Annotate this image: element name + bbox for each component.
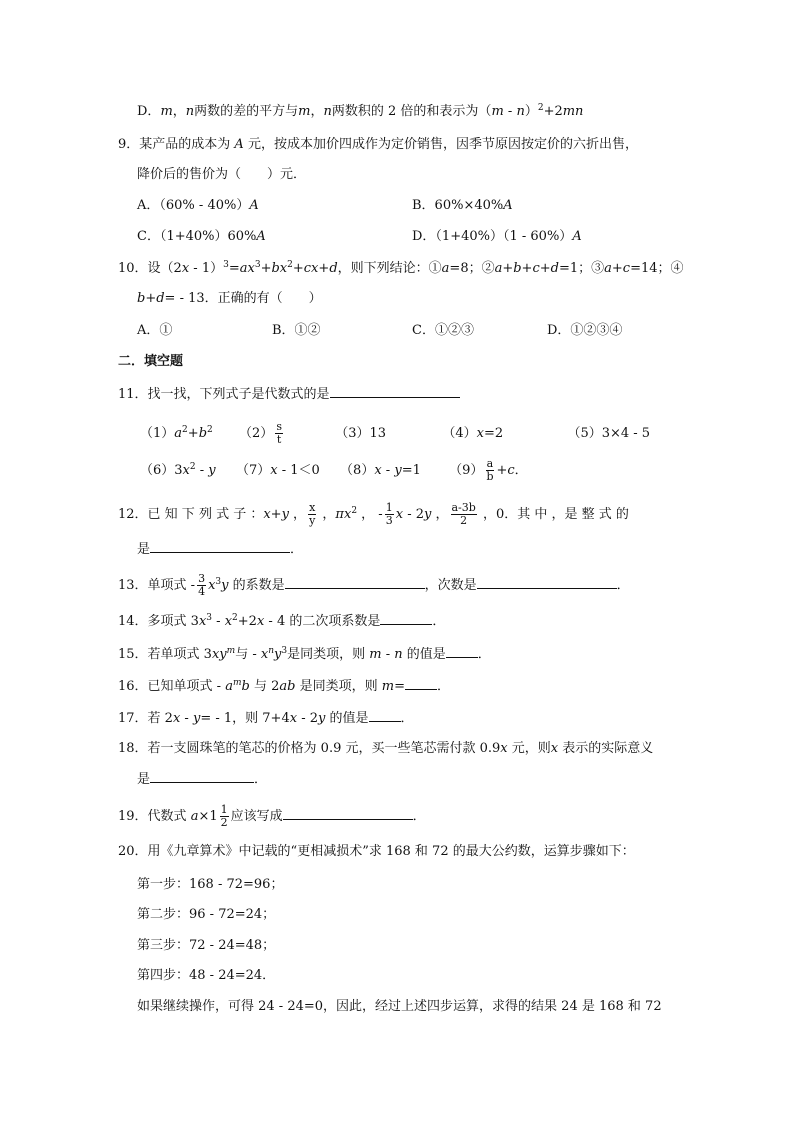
var: bx [271, 261, 288, 276]
var: x [500, 741, 508, 756]
question-number: 16． [118, 679, 148, 694]
numerator: a-3b [451, 501, 476, 514]
denominator: 2 [460, 514, 468, 527]
var: A [572, 229, 582, 244]
q10-option-a: A．① [137, 323, 173, 338]
fraction [485, 458, 494, 483]
text: ． [432, 614, 446, 629]
text: =2 [483, 426, 504, 441]
question-number: 15． [118, 647, 148, 662]
q10-option-d: D．①②③④ [547, 323, 623, 338]
q10-line1 [118, 260, 684, 278]
question-number: 17． [118, 711, 148, 726]
answer-blank[interactable] [150, 540, 290, 553]
text: ． [290, 542, 304, 557]
var: y [318, 711, 326, 726]
var: x [270, 463, 278, 478]
text: + [318, 261, 330, 276]
text: - [503, 104, 517, 119]
var: m [381, 679, 395, 694]
var: b [241, 679, 250, 694]
var: x [224, 614, 233, 629]
text: A．（60% - 40%） [137, 198, 250, 213]
question-number: 9． [118, 137, 140, 152]
text: 的值是 [402, 647, 446, 662]
var: xy [211, 647, 227, 662]
text: ，次数是 [424, 578, 477, 593]
q20-last-line: 如果继续操作，可得 24 - 24=0，因此，经过上述四步运算，求得的结果 24 是 168 和 72 [137, 999, 662, 1014]
denominator: 2 [220, 816, 228, 829]
q8-option-d [137, 103, 583, 121]
text: ． [477, 647, 491, 662]
section-title: 二．填空题 [118, 354, 184, 369]
exponent: 2 [232, 613, 238, 623]
text: +2 [543, 104, 563, 119]
var: c [507, 463, 515, 478]
text: +2 [237, 614, 257, 629]
item-label: （4） [442, 426, 477, 441]
text: ， [172, 104, 186, 119]
text: - 4 的二次项系数是 [264, 614, 381, 629]
text: =1；③ [558, 261, 605, 276]
var: a+b+c+d [494, 261, 559, 276]
exponent: 3 [223, 260, 229, 270]
text: = - 13．正确的有（ ） [164, 291, 322, 306]
q20-step1: 第一步：168 - 72=96； [137, 877, 284, 892]
var: x [550, 741, 559, 756]
q17 [118, 709, 414, 728]
var: b+d [137, 291, 165, 306]
item-label: （3）13 [335, 426, 387, 441]
q9-option-b [412, 197, 513, 215]
exponent: 2 [189, 462, 196, 472]
text: 两数的差的平方与 [194, 104, 299, 119]
numerator: a [486, 457, 494, 470]
text: 的系数是 [228, 578, 285, 593]
var: ab [279, 679, 296, 694]
var: n [185, 104, 195, 119]
q20-step2: 第二步：96 - 72=24； [137, 907, 276, 922]
var: cx [303, 261, 319, 276]
denominator: t [276, 433, 282, 446]
q12-line1 [118, 502, 629, 527]
text: 若 2 [147, 711, 173, 726]
text: - [180, 711, 193, 726]
text: 用《九章算术》中记载的“更相减损术”求 168 和 72 的最大公约数，运算步骤如下： [147, 844, 635, 859]
text: 多项式 3 [147, 614, 199, 629]
item-label: （1） [140, 426, 175, 441]
text: 两数积的 2 倍的和表示为（ [331, 104, 492, 119]
answer-blank[interactable] [283, 807, 413, 820]
text: = - 1，则 7+4 [200, 711, 290, 726]
exponent: 3 [215, 577, 222, 587]
text: =8；② [449, 261, 495, 276]
var: x [476, 426, 484, 441]
q9-line1 [118, 136, 638, 154]
q9-option-c [137, 228, 266, 246]
var: a [441, 261, 450, 276]
question-number: 10． [118, 261, 148, 276]
text: ． [514, 463, 528, 478]
q20-step3: 第三步：72 - 24=48； [137, 938, 276, 953]
var: m [369, 647, 382, 662]
var: y [208, 463, 216, 478]
text: = [394, 679, 405, 694]
text: 找一找，下列式子是代数式的是 [147, 387, 330, 402]
item-label: （5）3×4 - 5 [567, 426, 651, 441]
text: ） [524, 104, 538, 119]
exponent: 3 [281, 646, 288, 656]
var: a+c [604, 261, 631, 276]
question-number: 12． [118, 507, 148, 522]
var: π [335, 507, 344, 522]
item-label: （8） [340, 463, 375, 478]
q18-line1 [118, 740, 653, 758]
text: 设（2 [147, 261, 182, 276]
text: ． [400, 711, 414, 726]
text: ， [318, 507, 336, 522]
text: =1 [401, 463, 421, 478]
q10-option-b: B．①② [272, 323, 321, 338]
text: 是 [137, 542, 151, 557]
var: A [256, 229, 266, 244]
q9-option-a [137, 197, 259, 215]
item-label: （6）3 [140, 463, 183, 478]
fraction [385, 502, 394, 527]
question-number: 18． [118, 741, 148, 756]
var: n [323, 104, 332, 119]
text: 应该写成 [230, 809, 283, 824]
var: A [503, 198, 513, 213]
text: ， [288, 507, 307, 522]
denominator: 4 [198, 585, 206, 598]
text: - 1＜0 [277, 463, 320, 478]
exponent: 2 [351, 506, 358, 516]
text: 若单项式 3 [147, 647, 212, 662]
q16 [118, 677, 450, 696]
var: x [395, 507, 404, 522]
coefficient-answer-blank[interactable] [285, 576, 425, 589]
var: x [198, 614, 207, 629]
var: m [491, 104, 504, 119]
text: 单项式 - [147, 578, 196, 593]
text: - [195, 463, 209, 478]
text: 是同类项，则 [287, 647, 370, 662]
q20-step4: 第四步：48 - 24=24． [137, 968, 276, 983]
var: n [394, 647, 403, 662]
var: y [394, 463, 402, 478]
text: - [381, 463, 395, 478]
exponent: 3 [206, 613, 213, 623]
text: 某产品的成本为 [139, 137, 235, 152]
text: B．60%×40% [412, 198, 504, 213]
text: ， [310, 104, 324, 119]
var: a [174, 426, 183, 441]
var: x [172, 711, 181, 726]
text: 与 - [235, 647, 261, 662]
denominator: y [309, 514, 316, 527]
var: y [274, 647, 282, 662]
fraction [197, 573, 206, 598]
numerator: x [309, 501, 316, 514]
option-label: D． [137, 104, 161, 119]
var: n [516, 104, 525, 119]
exponent: 2 [207, 425, 213, 435]
text: - [381, 647, 395, 662]
q12-line2 [137, 540, 303, 559]
question-number: 20． [118, 844, 148, 859]
exponent: n [268, 646, 274, 656]
q20-line1 [118, 843, 635, 861]
fraction [308, 502, 316, 527]
text: 代数式 [147, 809, 191, 824]
answer-blank[interactable] [446, 645, 478, 658]
var: m [298, 104, 311, 119]
text: ，0．其 中 ，是 整 式 的 [478, 507, 629, 522]
var: x [181, 261, 190, 276]
answer-blank[interactable] [380, 612, 432, 625]
text: D．（1+40%）（1 - 60%） [412, 229, 573, 244]
text: + [260, 261, 272, 276]
text: 是同类项，则 [295, 679, 382, 694]
q10-line2 [137, 290, 322, 308]
var: x [208, 578, 216, 593]
text: 表示的实际意义 [558, 741, 654, 756]
text: 已知单项式 - [147, 679, 226, 694]
var: mn [562, 104, 584, 119]
var: x [289, 711, 298, 726]
text: - 2 [297, 711, 318, 726]
exponent: m [232, 678, 242, 688]
q10-option-c: C．①②③ [412, 323, 474, 338]
q18-line2 [137, 770, 267, 789]
text: 是 [137, 772, 151, 787]
text: 已 知 下 列 式 子 ： [147, 507, 264, 522]
q11-stem [118, 385, 460, 404]
text: ，则下列结论：① [337, 261, 442, 276]
question-number: 14． [118, 614, 148, 629]
text: 元，按成本加价四成作为定价销售，因季节原因按定价的六折出售， [243, 137, 638, 152]
answer-blank[interactable] [405, 677, 437, 690]
text: ， - [357, 507, 383, 522]
exponent: 2 [287, 260, 293, 270]
text: - 1） [189, 261, 224, 276]
q14 [118, 612, 445, 631]
var: b [198, 426, 208, 441]
var: x [343, 507, 352, 522]
var: x [374, 463, 382, 478]
var: A [249, 198, 259, 213]
var: a [225, 679, 233, 694]
text: + [496, 463, 508, 478]
fraction [275, 421, 283, 446]
q19 [118, 804, 426, 829]
question-number: 13． [118, 578, 148, 593]
fraction [451, 502, 477, 527]
q11-items-row2 [140, 458, 528, 483]
var: y [424, 507, 432, 522]
question-number: 19． [118, 809, 148, 824]
text: 元，则 [507, 741, 551, 756]
var: x [260, 647, 269, 662]
var: x [182, 463, 190, 478]
denominator: 3 [385, 514, 393, 527]
question-number: 11． [118, 387, 148, 402]
text: 的值是 [325, 711, 369, 726]
answer-blank[interactable] [330, 385, 460, 398]
item-label: （2） [239, 426, 274, 441]
var: A [234, 137, 244, 152]
text: + [292, 261, 304, 276]
var: y [192, 711, 201, 726]
item-label: （9） [449, 463, 484, 478]
var: m [160, 104, 173, 119]
var: x [256, 614, 265, 629]
text: ． [254, 772, 268, 787]
numerator: s [276, 420, 282, 433]
exponent: m [226, 646, 236, 656]
numerator: 1 [385, 501, 393, 514]
exponent: 3 [254, 260, 261, 270]
numerator: 3 [198, 572, 206, 585]
q13 [118, 573, 630, 598]
text: - [212, 614, 225, 629]
text: + [187, 426, 199, 441]
q9-option-d [412, 228, 582, 246]
text: ． [616, 578, 630, 593]
q9-line2: 降价后的售价为（ ）元． [137, 167, 307, 182]
text: - 2 [403, 507, 424, 522]
text: 与 2 [249, 679, 280, 694]
q15 [118, 645, 491, 664]
text: 若一支圆珠笔的笔芯的价格为 0.9 元，买一些笔芯需付款 0.9 [147, 741, 501, 756]
answer-blank[interactable] [369, 709, 401, 722]
exponent: 2 [182, 425, 188, 435]
item-label: （7） [235, 463, 271, 478]
degree-answer-blank[interactable] [477, 576, 617, 589]
text: =14；④ [630, 261, 684, 276]
answer-blank[interactable] [150, 770, 254, 783]
text: ×1 [198, 809, 218, 824]
numerator: 1 [220, 803, 228, 816]
var: ax [239, 261, 255, 276]
text: ． [436, 679, 450, 694]
var: d [329, 261, 338, 276]
text: C．（1+40%）60% [137, 229, 257, 244]
text: ． [412, 809, 426, 824]
text: ， [431, 507, 449, 522]
text: = [228, 261, 240, 276]
var: y [221, 578, 229, 593]
var: a [190, 809, 199, 824]
fraction [220, 804, 229, 829]
denominator: b [486, 470, 494, 483]
var: x+y [263, 507, 289, 522]
q11-items-row1 [140, 421, 650, 446]
exponent: 2 [537, 103, 544, 113]
